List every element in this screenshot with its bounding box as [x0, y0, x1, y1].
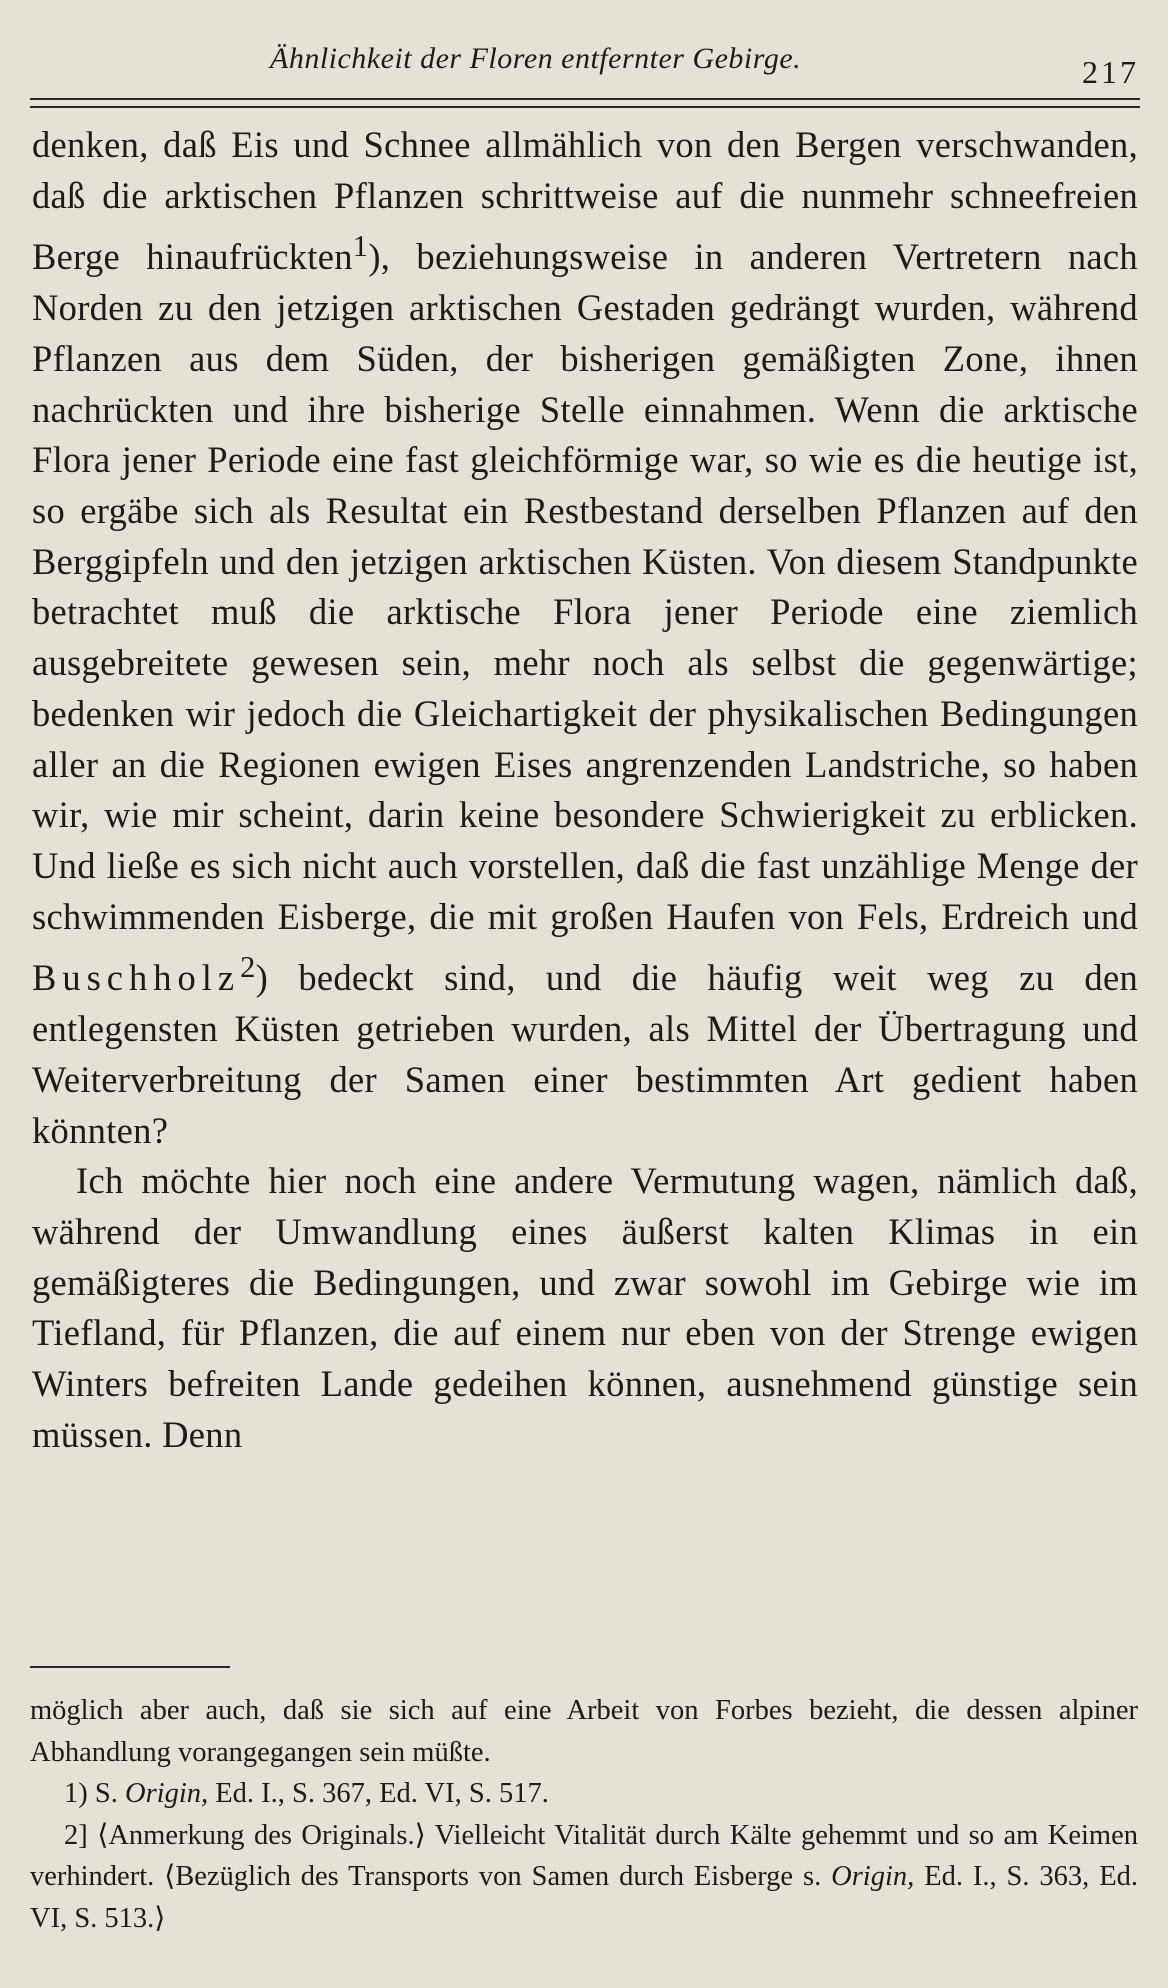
- footnote-separator: [30, 1666, 230, 1668]
- paragraph-1-part-2: ), beziehungsweise in anderen Vertretern nach Norden zu den jetzigen arktischen Gestaden gedrängt wurden, während Pflanzen aus dem Süden, der bisherigen gemäßigten Zone, ihnen nachrückten und ihre bisherige Stelle einnahmen. Wenn die arktische Flora jener Periode eine fast gleichförmige war, so wie es die heutige ist, so ergäbe sich als Resultat ein Restbestand derselben Pflanzen auf den Berggipfeln und den jetzigen arktischen Küsten. Von diesem Standpunkte betrachtet muß die arktische Flora jener Periode eine ziemlich ausgebreitete gewesen sein, mehr noch als selbst die gegenwärtige; bedenken wir jedoch die Gleichartigkeit der physikalischen Bedingungen aller an die Regionen ewigen Eises angrenzenden Landstriche, so haben wir, wie mir scheint, darin keine besondere Schwierigkeit zu erblicken. Und ließe es sich nicht auch vorstellen, daß die fast unzählige Menge der schwimmenden Eisberge, die mit großen Haufen von Fels, Erdreich und: [32, 236, 1138, 937]
- footnote-2-text-b: Ed. I., S. 363, Ed. VI, S. 513.⟩: [30, 1861, 1139, 1934]
- footnote-2-label: 2]: [64, 1819, 88, 1851]
- footnote-1-label: 1): [64, 1778, 88, 1809]
- footnote-continuation: möglich aber auch, daß sie sich auf eine Arbeit von Forbes bezieht, die dessen alpiner Abhandlung vorangegangen sein müßte.: [30, 1695, 1138, 1768]
- paragraph-2: Ich möchte hier noch eine andere Vermutung wagen, nämlich daß, während der Umwandlung eines äußerst kalten Klimas in ein gemäßigteres die Bedingungen, und zwar sowohl im Gebirge wie im Tiefland, für Pflanzen, die auf einem nur eben von der Strenge ewigen Winters befreiten Lande gedeihen können, ausnehmend günstige sein müssen. Denn: [32, 1160, 1138, 1455]
- main-text: [32, 120, 1138, 1461]
- paragraph-1: [32, 120, 1138, 1156]
- footnote-1-text-b: Ed. I., S. 367, Ed. VI, S. 517.: [215, 1778, 549, 1809]
- paragraph-1-part-1: denken, daß Eis und Schnee allmählich von den Bergen verschwanden, daß die arktischen Pflanzen schrittweise auf die nunmehr schneefreien Berge hinaufrückten: [32, 124, 1138, 278]
- footnote-ref-1: 1: [352, 229, 369, 264]
- footnotes: [30, 1690, 1138, 1939]
- footnote-1-text-a: S.: [94, 1778, 118, 1809]
- page-number: 217: [1082, 54, 1139, 90]
- footnote-ref-2: 2: [240, 950, 256, 985]
- footnote-2: [30, 1815, 1138, 1940]
- paragraph-1-part-3: ) bedeckt sind, und die häufig weit weg zu den entlegensten Küsten getrieben wurden, als Mittel der Übertragung und Weiterverbreitung der Samen einer bestimmten Art gedient haben könnten?: [32, 957, 1138, 1151]
- header-rule-top: [30, 98, 1140, 100]
- footnote-1: [30, 1773, 1138, 1815]
- running-head: Ähnlichkeit der Floren entfernter Gebirge.: [270, 42, 802, 75]
- footnote-2-text-a: ⟨Anmerkung des Originals.⟩ Vielleicht Vitalität durch Kälte gehemmt und so am Keimen verhindert. ⟨Bezüglich des Transports von Samen durch Eisberge s.: [30, 1819, 1138, 1892]
- spaced-term: Buschholz: [32, 957, 241, 999]
- header-rule-bottom: [30, 106, 1140, 108]
- footnote-2-title: Origin,: [831, 1861, 915, 1892]
- footnote-1-title: Origin,: [124, 1778, 209, 1809]
